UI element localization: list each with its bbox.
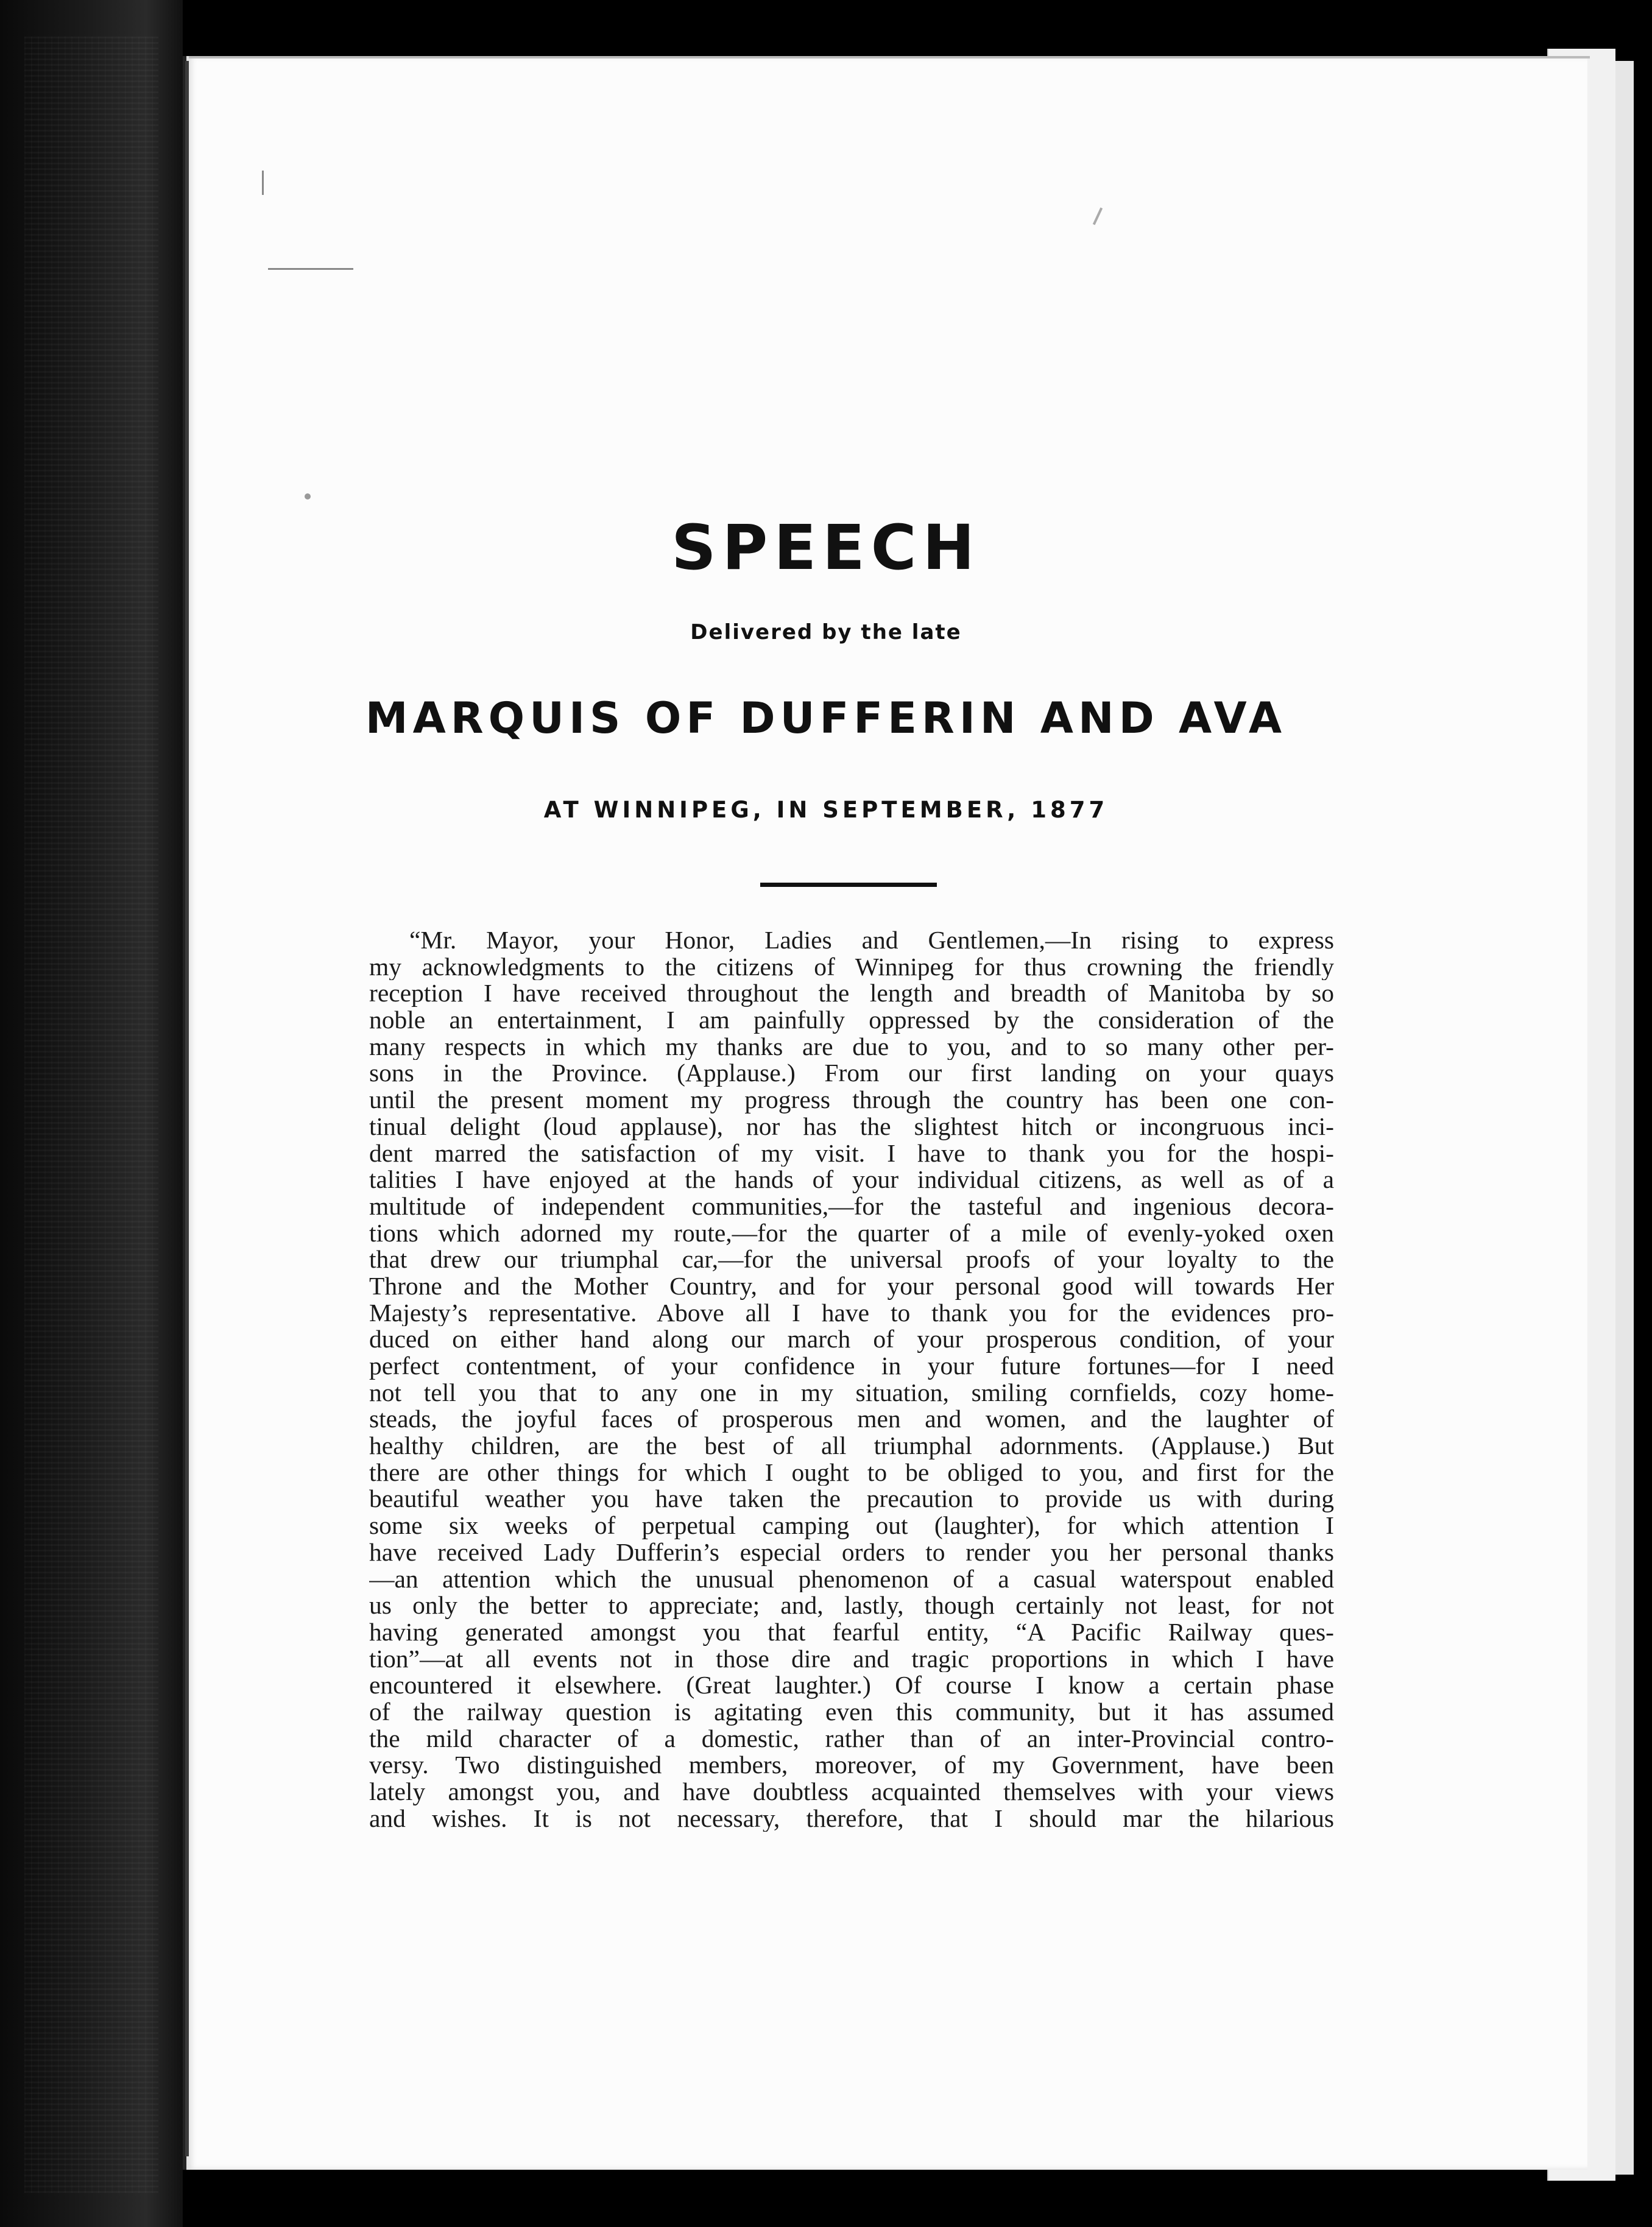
body-line: tinual delight (loud applause), nor has the slightest hitch or incongruous inci-: [369, 1113, 1334, 1140]
body-line: until the present moment my progress through the country has been one con-: [369, 1087, 1334, 1114]
body-line: of the railway question is agitating even this community, but it has assumed: [369, 1698, 1334, 1726]
body-line: have received Lady Dufferin’s especial orders to render you her personal thanks: [369, 1539, 1334, 1566]
body-line: beautiful weather you have taken the precaution to provide us with during: [369, 1486, 1334, 1513]
body-line: and wishes. It is not necessary, therefore, that I should mar the hilarious: [369, 1805, 1334, 1832]
body-line: lately amongst you, and have doubtless acquainted themselves with your views: [369, 1779, 1334, 1805]
body-line: duced on either hand along our march of your prosperous condition, of your: [369, 1326, 1334, 1353]
body-line: that drew our triumphal car,—for the universal proofs of your loyalty to the: [369, 1246, 1334, 1273]
body-line: talities I have enjoyed at the hands of your individual citizens, as well as of a: [369, 1166, 1334, 1193]
body-line: —an attention which the unusual phenomenon of a casual waterspout enabled: [369, 1565, 1334, 1593]
body-line: reception I have received throughout the length and breadth of Manitoba by so: [369, 980, 1334, 1008]
body-line: not tell you that to any one in my situation, smiling cornfields, cozy home-: [369, 1379, 1334, 1406]
body-line: some six weeks of perpetual camping out (laughter), for which attention I: [369, 1512, 1334, 1539]
body-line: steads, the joyful faces of prosperous men and women, and the laughter of: [369, 1406, 1334, 1433]
place-date-line: AT WINNIPEG, IN SEPTEMBER, 1877: [543, 797, 1109, 823]
body-line: having generated amongst you that fearful entity, “A Pacific Railway ques-: [369, 1618, 1334, 1646]
body-line: healthy children, are the best of all triumphal adornments. (Applause.) But: [369, 1433, 1334, 1459]
speaker-heading: MARQUIS OF DUFFERIN AND AVA: [365, 693, 1287, 743]
body-line: my acknowledgments to the citizens of Winnipeg for thus crowning the friendly: [369, 953, 1334, 981]
body-line: us only the better to appreciate; and, lastly, though certainly not least, for not: [369, 1592, 1334, 1619]
title-rule: [760, 883, 937, 887]
body-line: tions which adorned my route,—for the quarter of a mile of evenly-yoked oxen: [369, 1219, 1334, 1247]
body-line: versy. Two distinguished members, moreover, of my Government, have been: [369, 1752, 1334, 1779]
body-line: noble an entertainment, I am painfully oppressed by the consideration of the: [369, 1007, 1334, 1034]
body-line: Majesty’s representative. Above all I have to thank you for the evidences pro-: [369, 1299, 1334, 1327]
body-line: tion”—at all events not in those dire and tragic proportions in which I have: [369, 1645, 1334, 1673]
body-line: there are other things for which I ought to be obliged to you, and first for the: [369, 1459, 1334, 1486]
speech-title: SPEECH: [671, 512, 981, 584]
body-line: encountered it elsewhere. (Great laughter.) Of course I know a certain phase: [369, 1672, 1334, 1699]
body-line: the mild character of a domestic, rather than of an inter-Provincial contro-: [369, 1725, 1334, 1752]
body-line: dent marred the satisfaction of my visit. I have to thank you for the hospi-: [369, 1140, 1334, 1167]
body-line: “Mr. Mayor, your Honor, Ladies and Gentlemen,—In rising to express: [409, 927, 1334, 954]
body-line: Throne and the Mother Country, and for your personal good will towards Her: [369, 1272, 1334, 1300]
speech-subtitle: Delivered by the late: [690, 620, 962, 644]
body-line: sons in the Province. (Applause.) From our first landing on your quays: [369, 1060, 1334, 1087]
body-line: many respects in which my thanks are due to you, and to so many other per-: [369, 1033, 1334, 1061]
speech-body: [369, 927, 1334, 1832]
body-line: multitude of independent communities,—for the tasteful and ingenious decora-: [369, 1193, 1334, 1220]
body-line: perfect contentment, of your confidence in your future fortunes—for I need: [369, 1353, 1334, 1380]
